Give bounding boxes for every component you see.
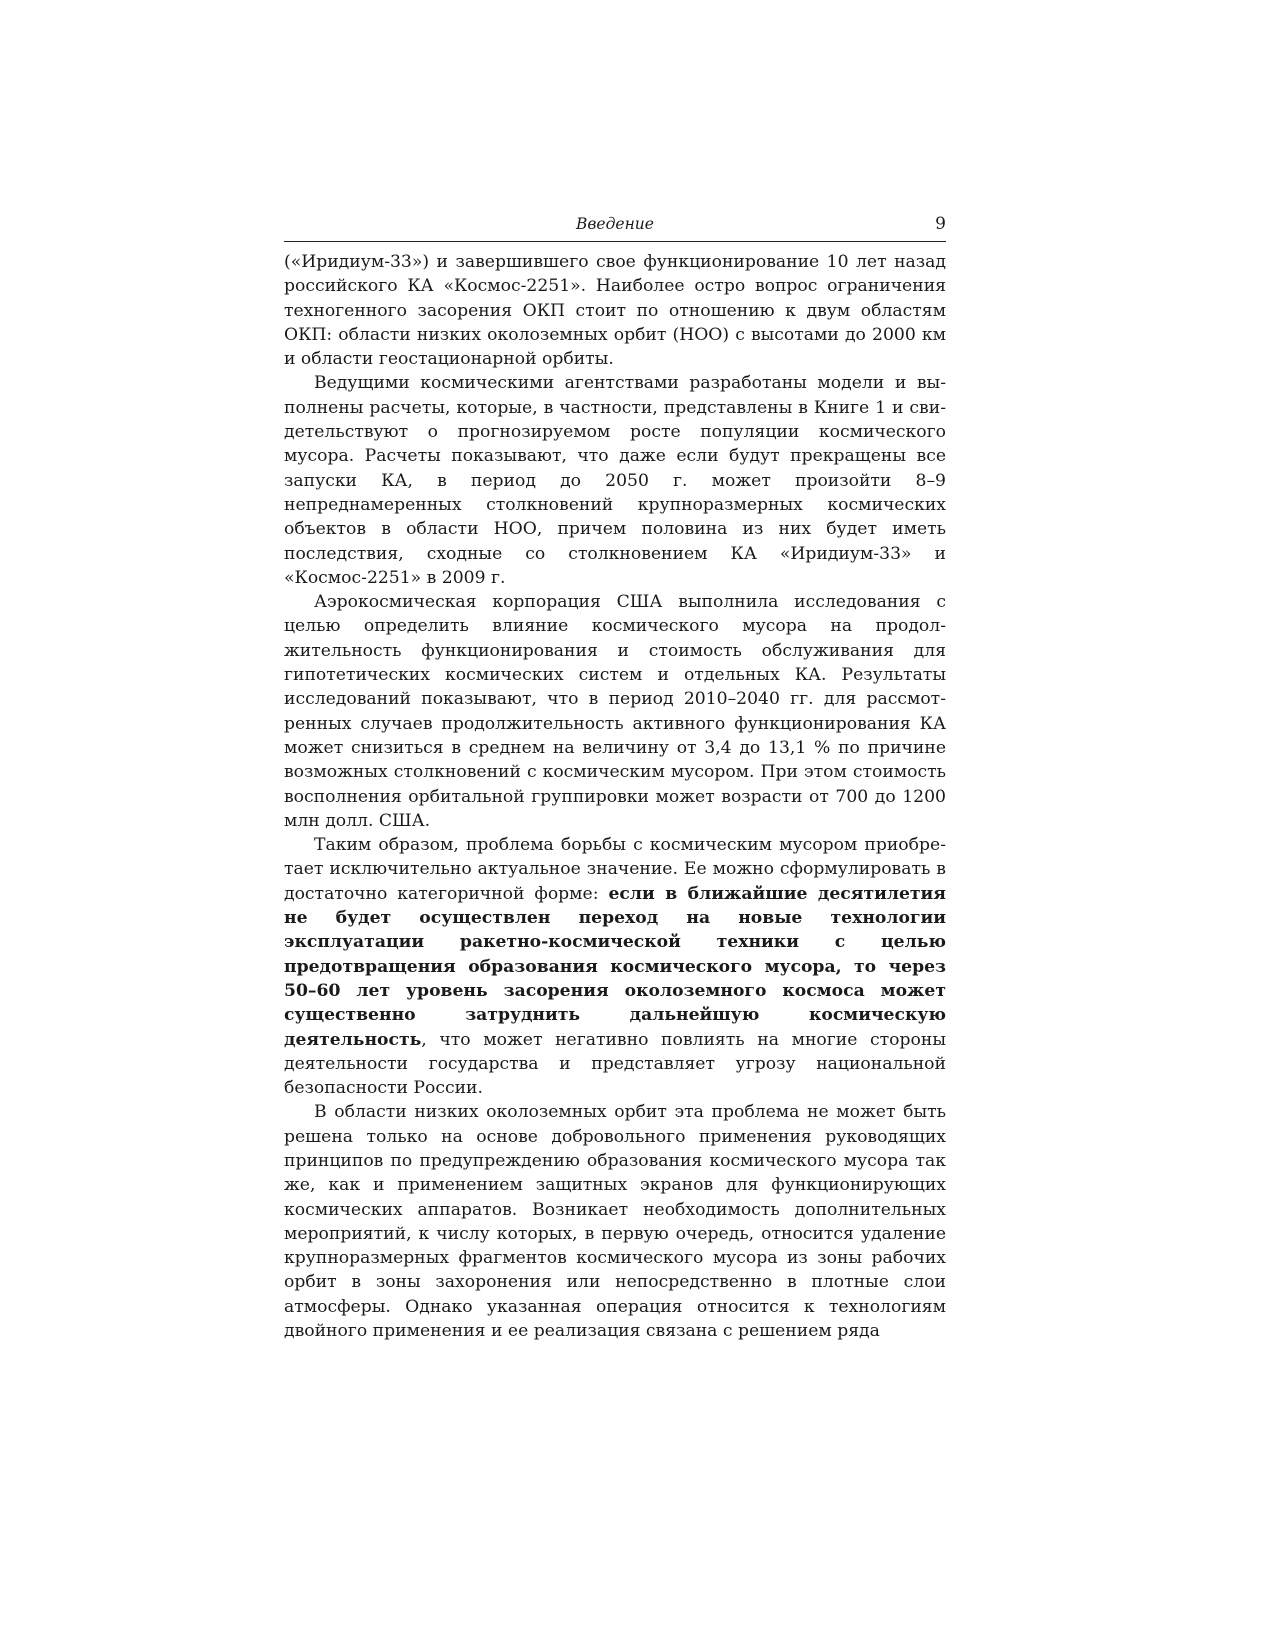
body-text xyxy=(284,250,946,1343)
paragraph-tail-text: , что может негативно повлиять на многие стороны деятельности государства и представляет угрозу национальной безопасности России. xyxy=(284,1029,946,1099)
paragraph-with-emphasis xyxy=(284,833,946,1100)
book-page xyxy=(284,211,946,1343)
emphasized-statement: если в ближайшие десятилетия не будет осуществлен переход на новые технологии эксплуатации ракетно-космической техники с целью предотвращения образования космического мусора, то через 50–60 лет уровень засорения околоземного космоса может существенно затруднить дальнейшую космическую деятельность xyxy=(284,883,946,1050)
page-number: 9 xyxy=(935,214,946,234)
paragraph-lead-text: Таким образом, проблема борьбы с космическим мусором приобретает исключительно актуальное значение. Ее можно сформулировать в достаточно категоричной форме: xyxy=(284,835,946,904)
running-header xyxy=(284,211,946,242)
paragraph-continuation: («Иридиум-33») и завершившего свое функционирование 10 лет назад российского КА «Космос-2251». Наиболее остро вопрос ограничения техногенного засорения ОКП стоит по отношению к двум областям ОКП: области низких околоземных орбит (НОО) с высотами до 2000 км и области геостационарной орбиты. xyxy=(284,252,946,370)
chapter-title: Введение xyxy=(576,215,654,233)
paragraph: Ведущими космическими агентствами разработаны модели и выполнены расчеты, которые, в частности, представлены в Книге 1 и свидетельствуют о прогнозируемом росте популяции космического мусора. Расчеты показывают, что даже если будут прекращены все запуски КА, в период до 2050 г. может произойти 8–9 непреднамеренных столкновений крупноразмерных космических объектов в области НОО, причем половина из них будет иметь последствия, сходные со столкновением КА «Иридиум-33» и «Космос-2251» в 2009 г. xyxy=(284,373,946,588)
paragraph: В области низких околоземных орбит эта проблема не может быть решена только на основе добровольного применения руководящих принципов по предупреждению образования космического мусора так же, как и применением защитных экранов для функционирующих космических аппаратов. Возникает необходимость дополнительных мероприятий, к числу которых, в первую очередь, относится удаление крупноразмерных фрагментов космического мусора из зоны рабочих орбит в зоны захоронения или непосредственно в плотные слои атмосферы. Однако указанная операция относится к технологиям двойного применения и ее реализация связана с решением ряда xyxy=(284,1102,946,1342)
paragraph: Аэрокосмическая корпорация США выполнила исследования с целью определить влияние космического мусора на продолжительность функционирования и стоимость обслуживания для гипотетических космических систем и отдельных КА. Результаты исследований показывают, что в период 2010–2040 гг. для рассмотренных случаев продолжительность активного функционирования КА может снизиться в среднем на величину от 3,4 до 13,1 % по причине возможных столкновений с космическим мусором. При этом стоимость восполнения орбитальной группировки может возрасти от 700 до 1200 млн долл. США. xyxy=(284,592,946,831)
